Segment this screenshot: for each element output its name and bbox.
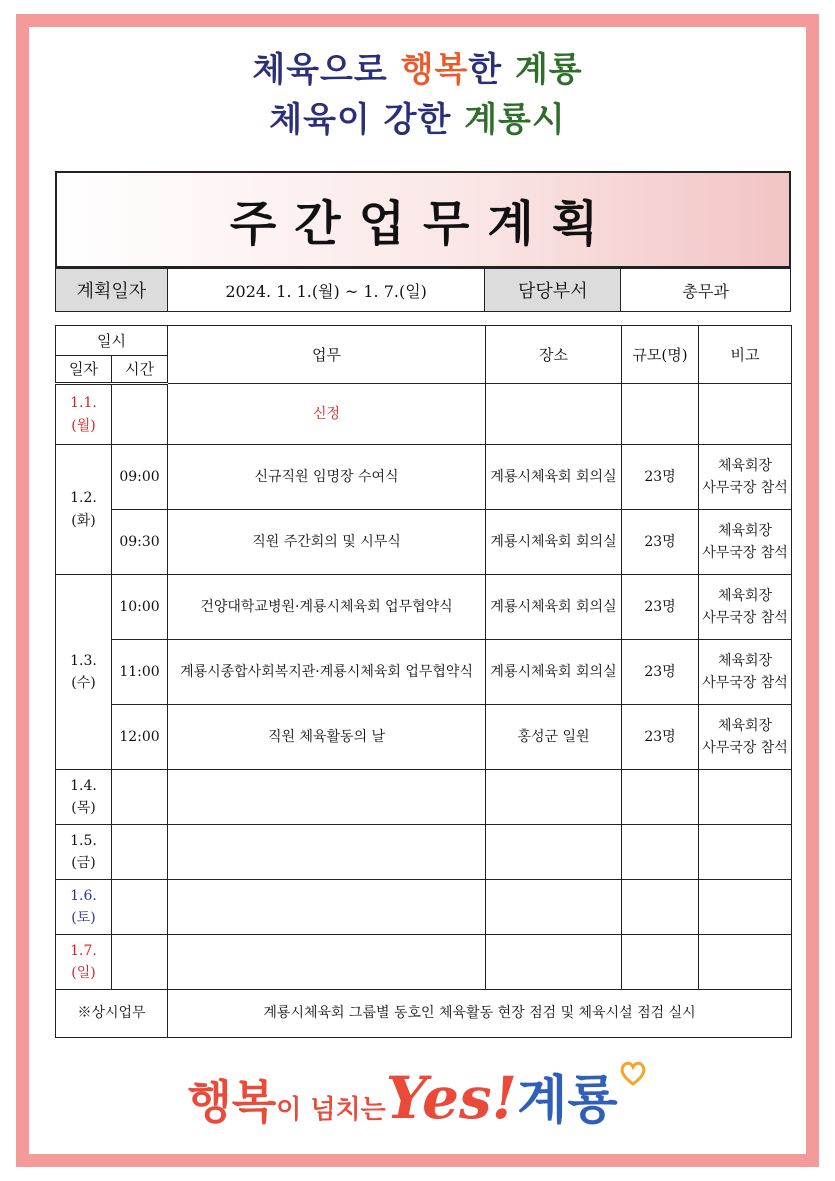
note-line: 체육회장 <box>717 457 773 474</box>
day-of-week: (화) <box>71 512 96 529</box>
place-cell: 계룡시체육회 회의실 <box>486 640 622 705</box>
page-title: 주간업무계획 <box>229 196 617 252</box>
note-line: 사무국장 참석 <box>702 545 788 561</box>
table-row <box>56 705 792 770</box>
time-cell <box>112 880 168 935</box>
slogan-segment: 체육 <box>252 50 321 90</box>
bottom-slogan-part-d: 계룡 <box>517 1071 618 1131</box>
note-line: 사무국장 참석 <box>702 740 788 756</box>
slogan-segment: 계룡 <box>514 50 583 90</box>
time-cell: 09:00 <box>112 445 168 510</box>
bottom-slogan <box>0 1058 835 1133</box>
time-cell <box>112 384 168 445</box>
task-cell <box>168 770 486 825</box>
day-date: 1.2. <box>70 490 97 507</box>
table-row <box>56 640 792 705</box>
task-cell <box>168 825 486 880</box>
table-row <box>56 825 792 880</box>
note-cell <box>699 445 792 510</box>
note-cell <box>699 935 792 990</box>
title-banner <box>55 171 791 268</box>
note-cell <box>699 705 792 770</box>
note-cell <box>699 825 792 880</box>
size-cell <box>622 384 699 445</box>
note-line: 사무국장 참석 <box>702 610 788 626</box>
size-cell: 23명 <box>622 445 699 510</box>
task-cell: 직원 체육활동의 날 <box>168 705 486 770</box>
slogan-segment: 계룡시 <box>464 100 566 140</box>
note-line: 체육회장 <box>717 587 773 604</box>
slogan-segment: 체육 <box>269 100 337 140</box>
size-cell: 23명 <box>622 510 699 575</box>
note-cell <box>699 770 792 825</box>
size-cell: 23명 <box>622 640 699 705</box>
size-cell <box>622 825 699 880</box>
info-table <box>55 268 791 312</box>
note-cell <box>699 384 792 445</box>
day-cell <box>56 770 112 825</box>
size-cell: 23명 <box>622 705 699 770</box>
task-cell <box>168 880 486 935</box>
slogan-segment: 으로 <box>320 50 401 90</box>
place-cell <box>486 384 622 445</box>
dept-value: 총무과 <box>621 269 791 312</box>
note-cell <box>699 575 792 640</box>
place-cell <box>486 880 622 935</box>
day-of-week: (금) <box>71 855 96 871</box>
time-cell: 09:30 <box>112 510 168 575</box>
task-header: 업무 <box>168 326 486 384</box>
day-of-week: (월) <box>71 417 96 434</box>
schedule-table <box>55 325 792 1038</box>
note-line: 체육회장 <box>717 522 773 539</box>
task-cell <box>168 935 486 990</box>
heart-icon <box>618 1058 648 1088</box>
day-of-week: (토) <box>71 910 96 926</box>
table-row <box>56 770 792 825</box>
bottom-slogan-part-b: 이 넘치는 <box>276 1095 386 1125</box>
note-line: 사무국장 참석 <box>702 675 788 691</box>
datetime-header: 일시 <box>56 326 168 356</box>
table-row <box>56 935 792 990</box>
place-cell <box>486 935 622 990</box>
day-date: 1.7. <box>70 942 97 959</box>
task-cell: 건양대학교병원·계룡시체육회 업무협약식 <box>168 575 486 640</box>
regular-task-value: 계룡시체육회 그룹별 동호인 체육활동 현장 점검 및 체육시설 점검 실시 <box>168 990 792 1038</box>
place-header: 장소 <box>486 326 622 384</box>
day-date: 1.4. <box>70 777 97 794</box>
day-date: 1.5. <box>70 832 97 849</box>
day-cell <box>56 575 112 770</box>
place-cell: 계룡시체육회 회의실 <box>486 445 622 510</box>
size-cell <box>622 880 699 935</box>
day-of-week: (목) <box>71 800 96 816</box>
task-cell: 계룡시종합사회복지관·계룡시체육회 업무협약식 <box>168 640 486 705</box>
bottom-slogan-part-c: Yes! <box>385 1064 518 1132</box>
day-cell <box>56 880 112 935</box>
task-cell: 신규직원 임명장 수여식 <box>168 445 486 510</box>
time-cell <box>112 770 168 825</box>
place-cell: 홍성군 일원 <box>486 705 622 770</box>
table-row <box>56 880 792 935</box>
table-row <box>56 575 792 640</box>
bottom-slogan-part-a: 행복 <box>187 1075 277 1129</box>
place-cell <box>486 825 622 880</box>
note-line: 체육회장 <box>717 652 773 669</box>
top-slogan-line2 <box>0 92 835 141</box>
dept-label: 담당부서 <box>485 269 621 312</box>
note-line: 체육회장 <box>717 717 773 734</box>
time-cell: 12:00 <box>112 705 168 770</box>
day-cell <box>56 445 112 575</box>
time-header: 시간 <box>112 356 168 384</box>
note-cell <box>699 880 792 935</box>
table-row <box>56 510 792 575</box>
day-cell <box>56 825 112 880</box>
slogan-segment: 행복 <box>400 50 469 90</box>
plan-date-value: 2024. 1. 1.(월) ~ 1. 7.(일) <box>167 269 485 312</box>
day-date: 1.3. <box>70 652 97 669</box>
time-cell: 11:00 <box>112 640 168 705</box>
slogan-segment: 한 <box>468 50 515 90</box>
size-header: 규모(명) <box>622 326 699 384</box>
day-of-week: (수) <box>71 675 96 691</box>
note-header: 비고 <box>699 326 792 384</box>
time-cell <box>112 825 168 880</box>
note-cell <box>699 640 792 705</box>
place-cell <box>486 770 622 825</box>
day-cell <box>56 935 112 990</box>
day-date: 1.1. <box>70 395 97 412</box>
place-cell: 계룡시체육회 회의실 <box>486 510 622 575</box>
note-cell <box>699 510 792 575</box>
time-cell: 10:00 <box>112 575 168 640</box>
size-cell <box>622 935 699 990</box>
day-cell <box>56 384 112 445</box>
day-of-week: (일) <box>71 965 96 981</box>
size-cell <box>622 770 699 825</box>
regular-task-label: ※상시업무 <box>56 990 168 1038</box>
task-cell: 신정 <box>168 384 486 445</box>
top-slogan-line1 <box>0 42 835 91</box>
day-date: 1.6. <box>70 887 97 904</box>
slogan-segment: 이 강한 <box>336 100 465 140</box>
note-line: 사무국장 참석 <box>702 480 788 496</box>
table-row <box>56 445 792 510</box>
date-header: 일자 <box>56 356 112 384</box>
task-cell: 직원 주간회의 및 시무식 <box>168 510 486 575</box>
place-cell: 계룡시체육회 회의실 <box>486 575 622 640</box>
plan-date-label: 계획일자 <box>56 269 168 312</box>
table-row <box>56 384 792 445</box>
time-cell <box>112 935 168 990</box>
size-cell: 23명 <box>622 575 699 640</box>
